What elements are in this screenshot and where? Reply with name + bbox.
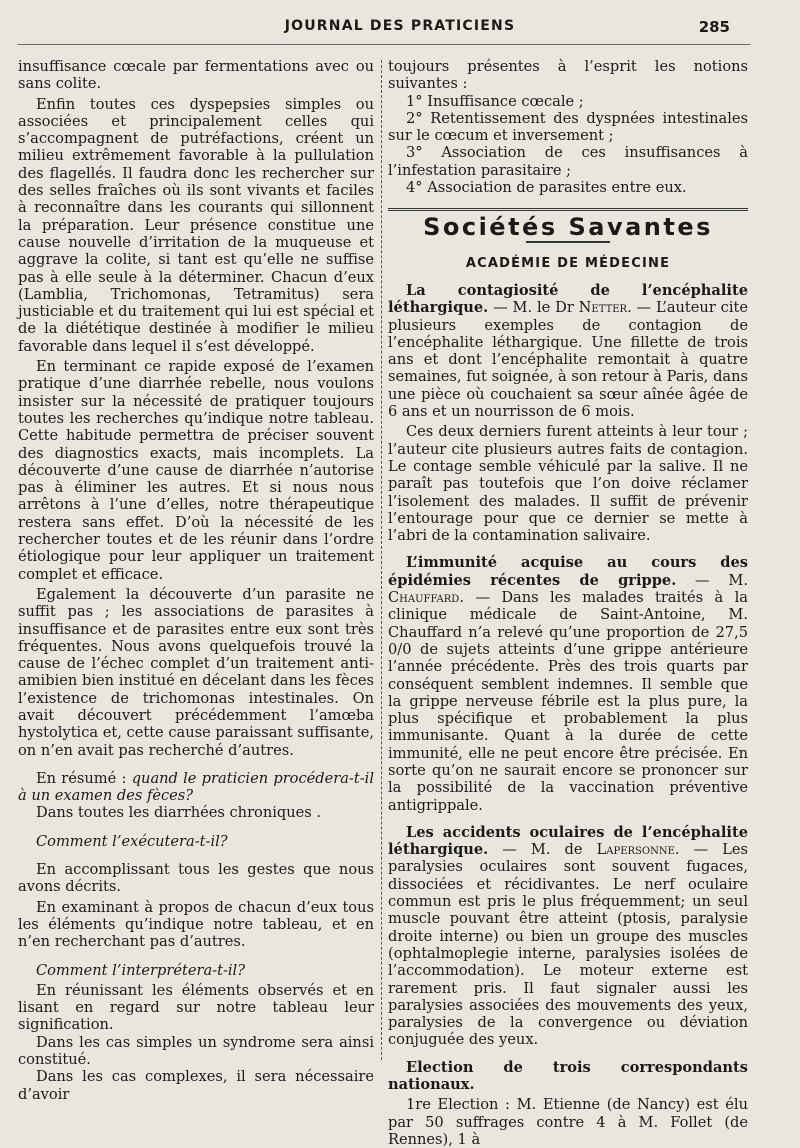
paragraph: En accomplissant tous les gestes que nous avons décrits. <box>18 861 374 896</box>
paragraph: En examinant à propos de chacun d’eux tous les éléments qu’indique notre tableau, et en n’en recherchant pas d’autres. <box>18 898 374 951</box>
article-author: Chauffard <box>388 589 460 607</box>
paragraph: Ces deux derniers furent atteints à leur tour ; l’auteur cite plusieurs autres faits de contagion. Le contage semble véhiculé par la salive. Il ne paraît pas toutefois que l’on doive réclamer l’isolement des malades. Il suffit de prévenir l’entourage pour que ce dernier se mette à l’abri de la contamination salivaire. <box>388 423 748 545</box>
question-heading: Comment l’interprétera-t-il? <box>36 961 246 979</box>
summary-question-text: quand le praticien procédera-t-il à un examen des fèces? <box>18 769 374 805</box>
article <box>388 282 748 420</box>
article <box>388 824 748 1049</box>
list-item: 3° Association de ces insuffisances à l’infestation parasitaire ; <box>388 144 748 179</box>
paragraph: En terminant ce rapide exposé de l’examen pratique d’une diarrhée rebelle, nous voulons insister sur la nécessité de pratiquer toujours toutes les recherches qu’indique notre tableau. Cette habitude permettra de préciser souvent des diagnostics exacts, mais incomplets. La découverte d’une cause de diarrhée n’autorise pas à éliminer les autres. Et si nous nous arrêtons à l’une d’elles, notre thérapeutique restera sans effet. D’où la nécessité de les rechercher toutes et de les réunir dans l’ordre étiologique pour leur appliquer un traitement complet et efficace. <box>18 358 374 583</box>
page-header <box>0 16 800 40</box>
article-title <box>388 1059 748 1094</box>
article-title: Les accidents oculaires de l’encéphalite léthargique. <box>388 823 748 859</box>
paragraph: toujours présentes à l’esprit les notions suivantes : <box>388 58 748 93</box>
paragraph: Enfin toutes ces dyspepsies simples ou associées et principalement celles qui s’accompagnent de putréfactions, créent un milieu extrêmement favorable à la pullulation des flagellés. Il faudra donc les rechercher sur des selles fraîches où ils sont vivants et faciles à reconnaître dans les courants qui sillonnent la préparation. Leur présence constitue une cause nouvelle d’irritation de la muqueuse et aggrave la colite, si tant est qu’elle ne suffise pas à elle seule à la déterminer. Chacun d’eux (Lamblia, Trichomonas, Tetramitus) sera justiciable et du traitement qui lui est spécial et de la diététique destinée à modifier le milieu favorable dans lequel il s’est développé. <box>18 95 374 355</box>
article-title: La contagiosité de l’encéphalite léthargique. <box>388 281 748 317</box>
header-rule <box>18 44 750 45</box>
article-text: . — Les paralysies oculaires sont souvent fugaces, dissociées et récidivantes. Le nerf oculaire commun est pris le plus fréquemment; un seul muscle pouvant être atteint (ptosis, paralysie droite interne) ou bien un groupe des muscles (ophtalmoplegie interne, paralysies isolées de l’accommodation). Le moteur externe est rarement pris. Il faut signaler aussi les paralysies associées des mouvements des yeux, paralysies de la convergence ou déviation conjuguée des yeux. <box>388 841 749 1049</box>
list-item: 4° Association de parasites entre eux. <box>406 179 687 197</box>
article <box>388 554 748 813</box>
paragraph: Dans les cas simples un syndrome sera ainsi constitué. <box>18 1033 374 1069</box>
list-item: 1° Insuffisance cœcale ; <box>406 92 584 110</box>
author-prefix: — M. le Dr <box>488 299 579 317</box>
summary-answer: Dans toutes les diarrhées chroniques . <box>36 804 322 822</box>
page-number: 285 <box>698 18 730 36</box>
journal-title: JOURNAL DES PRATICIENS <box>284 18 516 34</box>
column-divider <box>381 60 382 1060</box>
summary-question <box>18 770 374 805</box>
author-prefix: — M. de <box>488 841 597 859</box>
right-column <box>388 58 748 1148</box>
question-heading: Comment l’exécutera-t-il? <box>36 832 228 850</box>
paragraph: Dans les cas complexes, il sera nécessaire d’avoir <box>18 1068 374 1103</box>
left-column <box>18 58 374 1103</box>
summary-lead: En résumé : <box>36 769 132 787</box>
article-text: 1re Election : M. Etienne (de Nancy) est élu par 50 suffrages contre 4 à M. Follet (de Rennes), 1 à <box>388 1096 748 1148</box>
paragraph: Egalement la découverte d’un parasite ne suffit pas ; les associations de parasites à insuffisance et de parasites entre eux sont très fréquentes. Nous avons quelquefois trouvé la cause de l’échec complet d’un traitement anti-amibien bien institué en décelant dans les fèces l’existence de trichomonas intestinales. On avait découvert précédemment l’amœba hystolytica et, cette cause paraissant suffisante, on n’en avait pas recherché d’autres. <box>18 585 374 759</box>
paragraph: En réunissant les éléments observés et en lisant en regard sur notre tableau leur signification. <box>18 981 374 1034</box>
article-text: . — Dans les malades traités à la clinique médicale de Saint-Antoine, M. Chauffard n’a relevé qu’une proportion de 27,5 0/0 de sujets atteints d’une grippe antérieure l’année précédente. Près des trois quarts par conséquent semblent indemnes. Il semble que la grippe nerveuse fébrile est la plus pure, la plus spécifique et probablement la plus immunisante. Quant à la durée de cette immunité, elle ne peut encore être précisée. En sorte qu’on ne saurait encore se prononcer sur la possibilité de la vaccination préventive antigrippale. <box>388 589 748 814</box>
article-title-text: Election de trois correspondants nationaux. <box>388 1058 748 1094</box>
section-rule <box>388 208 748 211</box>
article-author: Netter <box>578 299 628 317</box>
paragraph: insuffisance cœcale par fermentations avec ou sans colite. <box>18 58 374 93</box>
article-author: Lapersonne <box>596 841 675 859</box>
article-text: . — L’auteur cite plusieurs exemples de contagion de l’encéphalite léthargique. Une fillette de trois ans et dont l’encéphalite remontait à quatre semaines, fut soignée, à son retour à Paris, dans une pièce où couchaient sa sœur aînée âgée de 6 ans et un nourrisson de 6 mois. <box>388 299 748 421</box>
article-title: L’immunité acquise au cours des épidémies récentes de grippe. <box>388 554 748 589</box>
academy-heading: ACADÉMIE DE MÉDECINE <box>465 255 671 271</box>
section-title: Sociétés Savantes <box>423 213 713 242</box>
author-prefix: — M. <box>676 571 748 589</box>
list-item: 2° Retentissement des dyspnées intestinales sur le cœcum et inversement ; <box>388 109 748 145</box>
